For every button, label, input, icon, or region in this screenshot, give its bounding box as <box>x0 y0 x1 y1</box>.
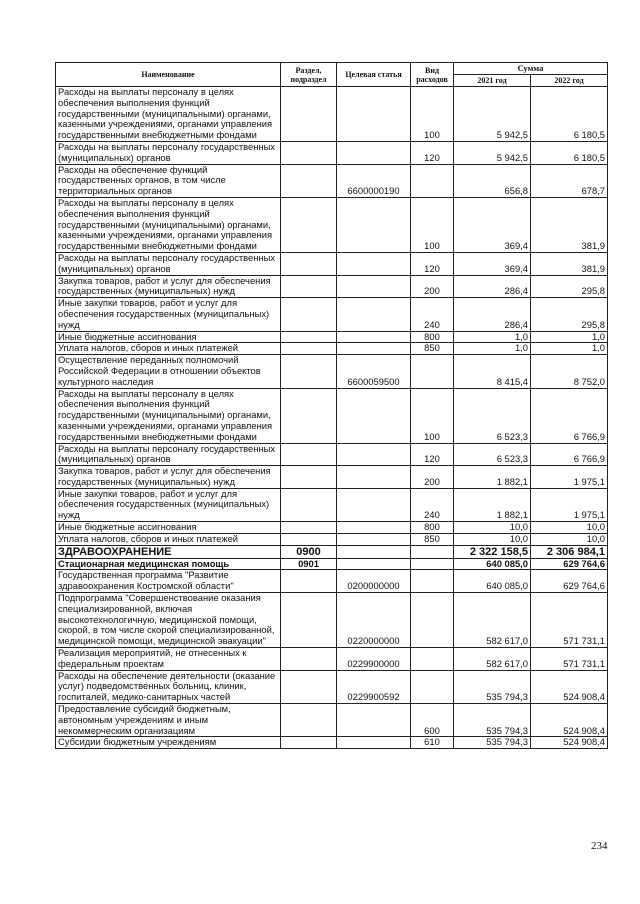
row-type-cell: 120 <box>411 141 454 164</box>
row-2022-cell: 6 180,5 <box>531 87 608 142</box>
row-type-cell: 850 <box>411 343 454 355</box>
row-name-cell: Уплата налогов, сборов и иных платежей <box>56 343 281 355</box>
row-name-cell: Расходы на выплаты персоналу государственных (муниципальных) органов <box>56 141 281 164</box>
row-name-cell: Расходы на обеспечение деятельности (оказание услуг) подведомственных больниц, клиник, госпиталей, медико-санитарных частей <box>56 670 281 703</box>
row-section-cell <box>281 737 337 749</box>
table-row <box>56 466 608 489</box>
row-type-cell <box>411 558 454 570</box>
row-section-cell <box>281 141 337 164</box>
row-2022-cell: 629 764,6 <box>531 558 608 570</box>
row-2021-cell: 1 882,1 <box>454 466 531 489</box>
row-section-cell <box>281 275 337 298</box>
row-2022-cell: 524 908,4 <box>531 737 608 749</box>
table-row <box>56 331 608 343</box>
table-row <box>56 522 608 534</box>
row-2021-cell: 8 415,4 <box>454 355 531 388</box>
row-target-cell <box>337 141 411 164</box>
row-section-cell <box>281 443 337 466</box>
row-2022-cell: 6 766,9 <box>531 388 608 443</box>
row-section-cell <box>281 87 337 142</box>
row-section-cell: 0901 <box>281 558 337 570</box>
row-section-cell <box>281 388 337 443</box>
row-target-cell <box>337 388 411 443</box>
row-section-cell <box>281 466 337 489</box>
row-2021-cell: 640 085,0 <box>454 570 531 593</box>
budget-table <box>55 62 608 749</box>
table-row <box>56 533 608 545</box>
table-row <box>56 197 608 252</box>
row-2022-cell: 1 975,1 <box>531 488 608 521</box>
row-2022-cell: 8 752,0 <box>531 355 608 388</box>
row-section-cell: 0900 <box>281 545 337 558</box>
row-target-cell <box>337 298 411 331</box>
row-2022-cell: 524 908,4 <box>531 704 608 737</box>
header-section: Раздел, подраздел <box>281 63 337 87</box>
table-row <box>56 343 608 355</box>
row-target-cell: 6600059500 <box>337 355 411 388</box>
row-2022-cell: 629 764,6 <box>531 570 608 593</box>
table-row <box>56 545 608 558</box>
row-target-cell <box>337 331 411 343</box>
row-type-cell <box>411 545 454 558</box>
header-type: Вид расходов <box>411 63 454 87</box>
row-2022-cell: 295,8 <box>531 275 608 298</box>
row-2021-cell: 369,4 <box>454 252 531 275</box>
row-2022-cell: 10,0 <box>531 522 608 534</box>
table-row <box>56 488 608 521</box>
table-row <box>56 704 608 737</box>
row-2021-cell: 6 523,3 <box>454 443 531 466</box>
row-section-cell <box>281 488 337 521</box>
row-2022-cell: 10,0 <box>531 533 608 545</box>
row-2021-cell: 582 617,0 <box>454 648 531 671</box>
row-name-cell: Осуществление переданных полномочий Российской Федерации в отношении объектов культурного наследия <box>56 355 281 388</box>
row-2021-cell: 535 794,3 <box>454 737 531 749</box>
table-row <box>56 443 608 466</box>
table-row <box>56 252 608 275</box>
row-type-cell: 800 <box>411 522 454 534</box>
row-target-cell <box>337 443 411 466</box>
row-2021-cell: 582 617,0 <box>454 593 531 648</box>
row-section-cell <box>281 593 337 648</box>
row-2021-cell: 1 882,1 <box>454 488 531 521</box>
row-2021-cell: 369,4 <box>454 197 531 252</box>
row-section-cell <box>281 648 337 671</box>
row-2022-cell: 1 975,1 <box>531 466 608 489</box>
row-name-cell: Расходы на выплаты персоналу государственных (муниципальных) органов <box>56 252 281 275</box>
row-type-cell: 610 <box>411 737 454 749</box>
row-type-cell: 200 <box>411 275 454 298</box>
row-type-cell: 100 <box>411 197 454 252</box>
table-row <box>56 593 608 648</box>
table-row <box>56 87 608 142</box>
table-row <box>56 298 608 331</box>
row-type-cell: 240 <box>411 488 454 521</box>
row-name-cell: Иные бюджетные ассигнования <box>56 522 281 534</box>
row-2021-cell: 535 794,3 <box>454 670 531 703</box>
row-target-cell <box>337 533 411 545</box>
row-2022-cell: 2 306 984,1 <box>531 545 608 558</box>
row-type-cell <box>411 355 454 388</box>
row-name-cell: Подпрограмма "Совершенствование оказания специализированной, включая высокотехнологичную, медицинской помощи, скорой, в том числе скорой специализированной, медицинской помощи, медицинской эвакуации" <box>56 593 281 648</box>
header-year-2021: 2021 год <box>454 75 531 87</box>
row-target-cell <box>337 545 411 558</box>
row-2022-cell: 381,9 <box>531 197 608 252</box>
row-name-cell: Иные закупки товаров, работ и услуг для обеспечения государственных (муниципальных) нужд <box>56 488 281 521</box>
row-2021-cell: 286,4 <box>454 275 531 298</box>
row-name-cell: Уплата налогов, сборов и иных платежей <box>56 533 281 545</box>
row-2021-cell: 656,8 <box>454 164 531 197</box>
row-2022-cell: 571 731,1 <box>531 648 608 671</box>
row-name-cell: Расходы на выплаты персоналу в целях обеспечения выполнения функций государственными (муниципальными) органами, казенными учреждениями, органами управления государственными внебюджетными фондами <box>56 388 281 443</box>
row-target-cell <box>337 558 411 570</box>
row-2021-cell: 2 322 158,5 <box>454 545 531 558</box>
table-row <box>56 275 608 298</box>
row-2022-cell: 295,8 <box>531 298 608 331</box>
row-2021-cell: 535 794,3 <box>454 704 531 737</box>
row-2021-cell: 1,0 <box>454 331 531 343</box>
row-section-cell <box>281 331 337 343</box>
row-name-cell: Иные бюджетные ассигнования <box>56 331 281 343</box>
table-row <box>56 570 608 593</box>
row-2022-cell: 381,9 <box>531 252 608 275</box>
page-number: 234 <box>591 840 608 852</box>
row-name-cell: Иные закупки товаров, работ и услуг для обеспечения государственных (муниципальных) нужд <box>56 298 281 331</box>
row-target-cell: 6600000190 <box>337 164 411 197</box>
table-row <box>56 164 608 197</box>
table-body <box>56 87 608 749</box>
row-type-cell: 850 <box>411 533 454 545</box>
row-2022-cell: 1,0 <box>531 343 608 355</box>
row-2021-cell: 10,0 <box>454 533 531 545</box>
row-type-cell: 120 <box>411 443 454 466</box>
row-name-cell: Реализация мероприятий, не отнесенных к федеральным проектам <box>56 648 281 671</box>
row-name-cell: Расходы на обеспечение функций государственных органов, в том числе территориальных органов <box>56 164 281 197</box>
row-target-cell: 0229900000 <box>337 648 411 671</box>
document-page <box>55 62 607 749</box>
table-row <box>56 558 608 570</box>
row-name-cell: Расходы на выплаты персоналу государственных (муниципальных) органов <box>56 443 281 466</box>
table-row <box>56 737 608 749</box>
table-row <box>56 648 608 671</box>
row-section-cell <box>281 298 337 331</box>
row-type-cell: 800 <box>411 331 454 343</box>
row-type-cell: 240 <box>411 298 454 331</box>
row-2022-cell: 678,7 <box>531 164 608 197</box>
row-2021-cell: 6 523,3 <box>454 388 531 443</box>
row-section-cell <box>281 533 337 545</box>
row-type-cell <box>411 593 454 648</box>
row-2022-cell: 6 180,5 <box>531 141 608 164</box>
row-type-cell <box>411 670 454 703</box>
row-name-cell: Закупка товаров, работ и услуг для обеспечения государственных (муниципальных) нужд <box>56 275 281 298</box>
row-2022-cell: 571 731,1 <box>531 593 608 648</box>
row-section-cell <box>281 355 337 388</box>
row-2022-cell: 1,0 <box>531 331 608 343</box>
row-2021-cell: 286,4 <box>454 298 531 331</box>
row-name-cell: Расходы на выплаты персоналу в целях обеспечения выполнения функций государственными (муниципальными) органами, казенными учреждениями, органами управления государственными внебюджетными фондами <box>56 197 281 252</box>
row-section-cell <box>281 343 337 355</box>
row-type-cell: 100 <box>411 388 454 443</box>
header-year-2022: 2022 год <box>531 75 608 87</box>
row-target-cell <box>337 87 411 142</box>
row-name-cell: Предоставление субсидий бюджетным, автономным учреждениям и иным некоммерческим организациям <box>56 704 281 737</box>
row-target-cell <box>337 466 411 489</box>
table-row <box>56 355 608 388</box>
row-name-cell: Стационарная медицинская помощь <box>56 558 281 570</box>
header-sum: Сумма <box>454 63 608 75</box>
header-target: Целевая статья <box>337 63 411 87</box>
table-row <box>56 141 608 164</box>
table-row <box>56 388 608 443</box>
row-section-cell <box>281 670 337 703</box>
row-2021-cell: 10,0 <box>454 522 531 534</box>
row-target-cell: 0229900592 <box>337 670 411 703</box>
row-type-cell: 120 <box>411 252 454 275</box>
row-target-cell <box>337 488 411 521</box>
row-type-cell <box>411 648 454 671</box>
row-section-cell <box>281 252 337 275</box>
row-target-cell <box>337 197 411 252</box>
row-type-cell: 200 <box>411 466 454 489</box>
row-section-cell <box>281 197 337 252</box>
row-2021-cell: 640 085,0 <box>454 558 531 570</box>
table-row <box>56 670 608 703</box>
header-name: Наименование <box>56 63 281 87</box>
row-type-cell: 600 <box>411 704 454 737</box>
row-target-cell <box>337 252 411 275</box>
row-2022-cell: 6 766,9 <box>531 443 608 466</box>
row-type-cell <box>411 164 454 197</box>
row-2021-cell: 5 942,5 <box>454 141 531 164</box>
row-target-cell <box>337 737 411 749</box>
row-target-cell <box>337 343 411 355</box>
row-section-cell <box>281 570 337 593</box>
row-section-cell <box>281 704 337 737</box>
row-name-cell: Закупка товаров, работ и услуг для обеспечения государственных (муниципальных) нужд <box>56 466 281 489</box>
row-section-cell <box>281 522 337 534</box>
row-section-cell <box>281 164 337 197</box>
row-2021-cell: 5 942,5 <box>454 87 531 142</box>
row-target-cell <box>337 275 411 298</box>
row-2021-cell: 1,0 <box>454 343 531 355</box>
row-type-cell <box>411 570 454 593</box>
row-target-cell <box>337 704 411 737</box>
row-target-cell <box>337 522 411 534</box>
row-name-cell: ЗДРАВООХРАНЕНИЕ <box>56 545 281 558</box>
row-name-cell: Расходы на выплаты персоналу в целях обеспечения выполнения функций государственными (муниципальными) органами, казенными учреждениями, органами управления государственными внебюджетными фондами <box>56 87 281 142</box>
row-2022-cell: 524 908,4 <box>531 670 608 703</box>
row-target-cell: 0200000000 <box>337 570 411 593</box>
row-name-cell: Субсидии бюджетным учреждениям <box>56 737 281 749</box>
row-target-cell: 0220000000 <box>337 593 411 648</box>
row-type-cell: 100 <box>411 87 454 142</box>
row-name-cell: Государственная программа "Развитие здравоохранения Костромской области" <box>56 570 281 593</box>
